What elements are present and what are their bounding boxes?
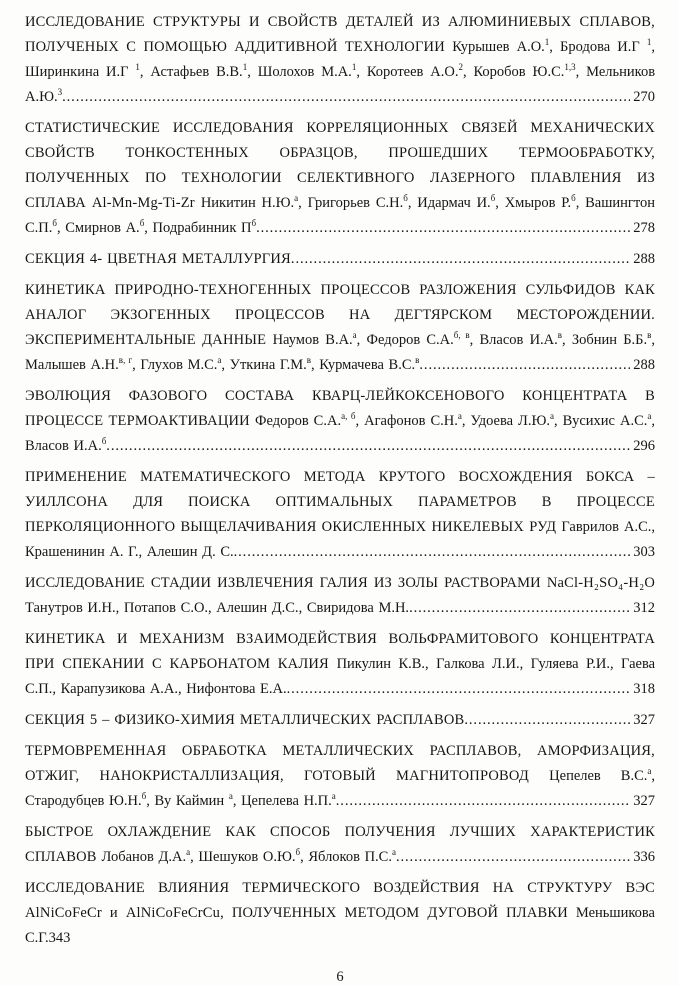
author-affiliation-sup: а bbox=[331, 791, 336, 802]
entry-title: СЕКЦИЯ 5 – ФИЗИКО-ХИМИЯ МЕТАЛЛИЧЕСКИХ РАСПЛАВОВ bbox=[25, 712, 465, 728]
author-affiliation-sup: б bbox=[490, 193, 496, 204]
author-name: Власов И.А. bbox=[25, 438, 102, 454]
author-name: Глухов М.С. bbox=[140, 357, 218, 373]
author-name: Наумов В.А. bbox=[272, 332, 353, 348]
author-name: Цепелев В.С. bbox=[549, 768, 648, 784]
author-affiliation-sup: б bbox=[295, 847, 301, 858]
toc-section-entry bbox=[25, 247, 655, 272]
author-name: Астафьев В.В. bbox=[150, 64, 243, 80]
author-name: Ширинкина И.Г bbox=[25, 64, 136, 80]
toc-article-entry: БЫСТРОЕ ОХЛАЖДЕНИЕ КАК СПОСОБ ПОЛУЧЕНИЯ ЛУЧШИХ ХАРАКТЕРИСТИК СПЛАВОВ Лобанов Д.А.$^а$, Шешуков О.Ю.$^б$, Яблоков П.С.$^а$ 336 bbox=[25, 820, 655, 870]
author-affiliation-sup: а bbox=[186, 847, 191, 858]
author-affiliation-sup: а bbox=[550, 411, 555, 422]
author-affiliation-sup: б bbox=[101, 436, 107, 447]
author-affiliation-sup: б bbox=[139, 218, 145, 229]
author-affiliation-sup: 1,3 bbox=[564, 62, 576, 73]
author-affiliation-sup: а bbox=[391, 847, 396, 858]
author-name: Шешуков О.Ю. bbox=[198, 849, 296, 865]
author-affiliation-sup: а bbox=[294, 193, 299, 204]
author-name: Меньшикова С.Г. bbox=[25, 905, 655, 946]
author-name: Уткина Г.М. bbox=[229, 357, 307, 373]
author-affiliation-sup: б bbox=[403, 193, 408, 204]
entry-page-number: 296 bbox=[630, 434, 655, 459]
author-name: Малышев А.Н. bbox=[25, 357, 119, 373]
author-affiliation-sup: б, в bbox=[453, 330, 470, 341]
author-name: Стародубцев Ю.Н. bbox=[25, 793, 142, 809]
toc-article-entry: ПРИМЕНЕНИЕ МАТЕМАТИЧЕСКОГО МЕТОДА КРУТОГО ВОСХОЖДЕНИЯ БОКСА – УИЛЛСОНА ДЛЯ ПОИСКА ОПТИМАЛЬНЫХ ПАРАМЕТРОВ В ПРОЦЕССЕ ПЕРКОЛЯЦИОННОГО ВЫЩЕЛАЧИВАНИЯ ОКИСЛЕННЫХ НИКЕЛЕВЫХ РУД Гаврилов А.С., Крашенинин А. Г., Алешин Д. С. 303 bbox=[25, 465, 655, 565]
author-affiliation-sup: а, б bbox=[341, 411, 356, 422]
toc-article-entry: КИНЕТИКА ПРИРОДНО-ТЕХНОГЕННЫХ ПРОЦЕССОВ РАЗЛОЖЕНИЯ СУЛЬФИДОВ КАК АНАЛОГ ЭКЗОГЕННЫХ ПРОЦЕССОВ НА ДЕГТЯРСКОМ МЕСТОРОЖДЕНИИ. ЭКСПЕРИМЕНТАЛЬНЫЕ ДАННЫЕ Наумов В.А.$^а$, Федоров С.А.$^{б, в}$, Власов И.А.$^в$, Зобнин Б.Б.$^в$, Малышев А.Н.$^{в, г}$, Глухов М.С.$^а$, Уткина Г.М.$^в$, Курмачева В.С.$^в$ 288 bbox=[25, 278, 655, 378]
toc-article-entry: ЭВОЛЮЦИЯ ФАЗОВОГО СОСТАВА КВАРЦ-ЛЕЙКОКСЕНОВОГО КОНЦЕНТРАТА В ПРОЦЕССЕ ТЕРМОАКТИВАЦИИ Федоров С.А.$^{а, б}$, Агафонов С.Н.$^а$, Удоева Л.Ю.$^а$, Вусихис А.С.$^а$, Власов И.А.$^б$ 296 bbox=[25, 384, 655, 459]
author-name: Алешин Д. С. bbox=[146, 544, 234, 560]
author-name: Галкова Л.И. bbox=[436, 656, 520, 672]
author-name: Цепелева Н.П. bbox=[241, 793, 332, 809]
author-affiliation-sup: б bbox=[52, 218, 57, 229]
toc-article-entry: КИНЕТИКА И МЕХАНИЗМ ВЗАИМОДЕЙСТВИЯ ВОЛЬФРАМИТОВОГО КОНЦЕНТРАТА ПРИ СПЕКАНИИ С КАРБОНАТОМ КАЛИЯ Пикулин К.В., Галкова Л.И., Гуляева Р.И., Гаева С.П., Карапузикова А.А., Нифонтова Е.А. 318 bbox=[25, 627, 655, 702]
author-name: Вашингтон С.П. bbox=[25, 195, 655, 236]
author-name: Свиридова М.Н. bbox=[306, 600, 410, 616]
author-name: Пикулин К.В. bbox=[336, 656, 426, 672]
author-affiliation-sup: в bbox=[306, 355, 312, 366]
author-affiliation-sup: в bbox=[557, 330, 563, 341]
author-name: Лобанов Д.А. bbox=[101, 849, 187, 865]
author-name: Зобнин Б.Б. bbox=[571, 332, 648, 348]
entry-title: ПРИМЕНЕНИЕ МАТЕМАТИЧЕСКОГО МЕТОДА КРУТОГО ВОСХОЖДЕНИЯ БОКСА – УИЛЛСОНА ДЛЯ ПОИСКА ОПТИМАЛЬНЫХ ПАРАМЕТРОВ В ПРОЦЕССЕ ПЕРКОЛЯЦИОННОГО ВЫЩЕЛАЧИВАНИЯ ОКИСЛЕННЫХ НИКЕЛЕВЫХ РУД bbox=[25, 469, 655, 535]
entry-title: КИНЕТИКА ПРИРОДНО-ТЕХНОГЕННЫХ ПРОЦЕССОВ РАЗЛОЖЕНИЯ СУЛЬФИДОВ КАК АНАЛОГ ЭКЗОГЕННЫХ ПРОЦЕССОВ НА ДЕГТЯРСКОМ МЕСТОРОЖДЕНИИ. ЭКСПЕРИМЕНТАЛЬНЫЕ ДАННЫЕ bbox=[25, 282, 655, 348]
author-affiliation-sup: а bbox=[352, 330, 357, 341]
author-affiliation-sup: а bbox=[647, 411, 652, 422]
entry-page-number: 270 bbox=[630, 85, 655, 110]
author-name: Идармач И. bbox=[417, 195, 491, 211]
author-name: Хмыров Р. bbox=[504, 195, 572, 211]
toc-article-entry: ИССЛЕДОВАНИЕ СТРУКТУРЫ И СВОЙСТВ ДЕТАЛЕЙ ИЗ АЛЮМИНИЕВЫХ СПЛАВОВ, ПОЛУЧЕНЫХ С ПОМОЩЬЮ АДДИТИВНОЙ ТЕХНОЛОГИИ Курышев А.О.$^1$, Бродова И.Г $^1$, Ширинкина И.Г $^1$, Астафьев В.В.$^1$, Шолохов М.А.$^1$, Коротеев А.О.$^2$, Коробов Ю.С.$^{1,3}$, Мельников А.Ю.$^3$ 270 bbox=[25, 10, 655, 110]
author-affiliation-sup: в bbox=[647, 330, 652, 341]
entry-title: ИССЛЕДОВАНИЕ СТРУКТУРЫ И СВОЙСТВ ДЕТАЛЕЙ ИЗ АЛЮМИНИЕВЫХ СПЛАВОВ, ПОЛУЧЕНЫХ С ПОМОЩЬЮ АДДИТИВНОЙ ТЕХНОЛОГИИ bbox=[25, 14, 655, 55]
author-affiliation-sup: а bbox=[457, 411, 462, 422]
entry-title: ИССЛЕДОВАНИЕ ВЛИЯНИЯ ТЕРМИЧЕСКОГО ВОЗДЕЙСТВИЯ НА СТРУКТУРУ ВЭС AlNiCoFeCr и AlNiCoFeCrCu, ПОЛУЧЕННЫХ МЕТОДОМ ДУГОВОЙ ПЛАВКИ bbox=[25, 880, 655, 921]
entry-page-number: 343 bbox=[48, 930, 71, 946]
toc-entries bbox=[25, 10, 655, 951]
entry-page-number: 288 bbox=[630, 353, 655, 378]
author-affiliation-sup: 3 bbox=[57, 87, 63, 98]
author-affiliation-sup: в bbox=[415, 355, 420, 366]
toc-section-entry bbox=[25, 708, 655, 733]
author-affiliation-sup: 1 bbox=[242, 62, 248, 73]
author-name: Удоева Л.Ю. bbox=[470, 413, 551, 429]
entry-page-number: 336 bbox=[630, 845, 655, 870]
entry-title: СТАТИСТИЧЕСКИЕ ИССЛЕДОВАНИЯ КОРРЕЛЯЦИОННЫХ СВЯЗЕЙ МЕХАНИЧЕСКИХ СВОЙСТВ ТОНКОСТЕННЫХ ОБРАЗЦОВ, ПРОШЕДШИХ ТЕРМООБРАБОТКУ, ПОЛУЧЕННЫХ ПО ТЕХНОЛОГИИ СЕЛЕКТИВНОГО ЛАЗЕРНОГО ПЛАВЛЕНИЯ ИЗ СПЛАВА Al-Mn-Mg-Ti-Zr bbox=[25, 120, 655, 211]
entry-page-number: 327 bbox=[630, 708, 655, 733]
author-affiliation-sup: а bbox=[647, 766, 652, 777]
author-name: Коротеев А.О. bbox=[366, 64, 459, 80]
author-affiliation-sup: а bbox=[217, 355, 222, 366]
entry-page-number: 318 bbox=[630, 677, 655, 702]
author-name: Федоров С.А. bbox=[366, 332, 454, 348]
entry-title: СЕКЦИЯ 4- ЦВЕТНАЯ МЕТАЛЛУРГИЯ bbox=[25, 251, 291, 267]
page-number: 6 bbox=[336, 969, 344, 985]
author-name: Никитин Н.Ю. bbox=[200, 195, 295, 211]
author-affiliation-sup: 2 bbox=[458, 62, 463, 73]
author-name: Мельников А.Ю. bbox=[25, 64, 655, 105]
author-name: Вусихис А.С. bbox=[562, 413, 648, 429]
author-name: Яблоков П.С. bbox=[308, 849, 392, 865]
page-footer bbox=[25, 969, 655, 986]
entry-page-number: 288 bbox=[630, 247, 655, 272]
toc-article-entry: СТАТИСТИЧЕСКИЕ ИССЛЕДОВАНИЯ КОРРЕЛЯЦИОННЫХ СВЯЗЕЙ МЕХАНИЧЕСКИХ СВОЙСТВ ТОНКОСТЕННЫХ ОБРАЗЦОВ, ПРОШЕДШИХ ТЕРМООБРАБОТКУ, ПОЛУЧЕННЫХ ПО ТЕХНОЛОГИИ СЕЛЕКТИВНОГО ЛАЗЕРНОГО ПЛАВЛЕНИЯ ИЗ СПЛАВА Al-Mn-Mg-Ti-Zr Никитин Н.Ю.$^а$, Григорьев С.Н.$^б$, Идармач И.$^б$, Хмыров Р.$^б$, Вашингтон С.П.$^б$, Смирнов А.$^б$, Подрабинник $П^б$ 278 bbox=[25, 116, 655, 241]
author-affiliation-sup: б bbox=[251, 218, 257, 229]
author-name: Крашенинин А. Г. bbox=[25, 544, 139, 560]
toc-article-entry: ИССЛЕДОВАНИЕ СТАДИИ ИЗВЛЕЧЕНИЯ ГАЛИЯ ИЗ ЗОЛЫ РАСТВОРАМИ NaCl-H₂SO₄-H₂O Танутров И.Н., Потапов С.О., Алешин Д.С., Свиридова М.Н. 312 bbox=[25, 571, 655, 621]
entry-title: ЭВОЛЮЦИЯ ФАЗОВОГО СОСТАВА КВАРЦ-ЛЕЙКОКСЕНОВОГО КОНЦЕНТРАТА В ПРОЦЕССЕ ТЕРМОАКТИВАЦИИ bbox=[25, 388, 655, 429]
author-name: Бродова И.Г bbox=[560, 39, 647, 55]
author-name: Танутров И.Н. bbox=[25, 600, 116, 616]
entry-page-number: 303 bbox=[630, 540, 655, 565]
author-name: Алешин Д.С. bbox=[216, 600, 299, 616]
author-affiliation-sup: в, г bbox=[118, 355, 133, 366]
entry-page-number: 312 bbox=[630, 596, 655, 621]
author-name: Нифонтова Е.А. bbox=[186, 681, 287, 697]
author-name: Ву Каймин bbox=[154, 793, 229, 809]
author-name: Шолохов М.А. bbox=[257, 64, 352, 80]
author-name: Карапузикова А.А. bbox=[60, 681, 179, 697]
author-affiliation-sup: 1 bbox=[646, 37, 652, 48]
author-name: Федоров С.А. bbox=[255, 413, 342, 429]
entry-title: ИССЛЕДОВАНИЕ СТАДИИ ИЗВЛЕЧЕНИЯ ГАЛИЯ ИЗ ЗОЛЫ РАСТВОРАМИ NaCl-H₂SO₄-H₂O bbox=[25, 575, 655, 591]
author-name: Курышев А.О. bbox=[452, 39, 545, 55]
author-affiliation-sup: 1 bbox=[135, 62, 140, 73]
author-name: Гуляева Р.И. bbox=[530, 656, 610, 672]
author-name: Агафонов С.Н. bbox=[364, 413, 458, 429]
author-affiliation-sup: б bbox=[571, 193, 576, 204]
entry-page-number: 327 bbox=[630, 789, 655, 814]
entry-title: ТЕРМОВРЕМЕННАЯ ОБРАБОТКА МЕТАЛЛИЧЕСКИХ РАСПЛАВОВ, АМОРФИЗАЦИЯ, ОТЖИГ, НАНОКРИСТАЛЛИЗАЦИЯ, ГОТОВЫЙ МАГНИТОПРОВОД bbox=[25, 743, 655, 784]
toc-article-entry bbox=[25, 876, 655, 951]
entry-title: БЫСТРОЕ ОХЛАЖДЕНИЕ КАК СПОСОБ ПОЛУЧЕНИЯ ЛУЧШИХ ХАРАКТЕРИСТИК СПЛАВОВ bbox=[25, 824, 655, 865]
entry-page-number: 278 bbox=[630, 216, 655, 241]
author-name: Смирнов А. bbox=[65, 220, 140, 236]
author-name: Потапов С.О. bbox=[123, 600, 209, 616]
author-affiliation-sup: 1 bbox=[351, 62, 357, 73]
toc-article-entry: ТЕРМОВРЕМЕННАЯ ОБРАБОТКА МЕТАЛЛИЧЕСКИХ РАСПЛАВОВ, АМОРФИЗАЦИЯ, ОТЖИГ, НАНОКРИСТАЛЛИЗАЦИЯ, ГОТОВЫЙ МАГНИТОПРОВОД Цепелев В.С.$^а$, Стародубцев Ю.Н.$^б$, Ву Каймин $^а$, Цепелева Н.П.$^а$ 327 bbox=[25, 739, 655, 814]
author-name: Подрабинник П bbox=[152, 220, 252, 236]
author-name: Гаева С.П. bbox=[25, 656, 655, 697]
author-name: Коробов Ю.С. bbox=[473, 64, 565, 80]
author-name: Власов И.А. bbox=[479, 332, 558, 348]
author-affiliation-sup: 1 bbox=[544, 37, 550, 48]
author-name: Курмачева В.С. bbox=[319, 357, 416, 373]
author-name: Гаврилов А.С. bbox=[561, 519, 652, 535]
author-affiliation-sup: а bbox=[228, 791, 233, 802]
entry-title: КИНЕТИКА И МЕХАНИЗМ ВЗАИМОДЕЙСТВИЯ ВОЛЬФРАМИТОВОГО КОНЦЕНТРАТА ПРИ СПЕКАНИИ С КАРБОНАТОМ КАЛИЯ bbox=[25, 631, 655, 672]
author-name: Григорьев С.Н. bbox=[307, 195, 404, 211]
author-affiliation-sup: б bbox=[141, 791, 147, 802]
